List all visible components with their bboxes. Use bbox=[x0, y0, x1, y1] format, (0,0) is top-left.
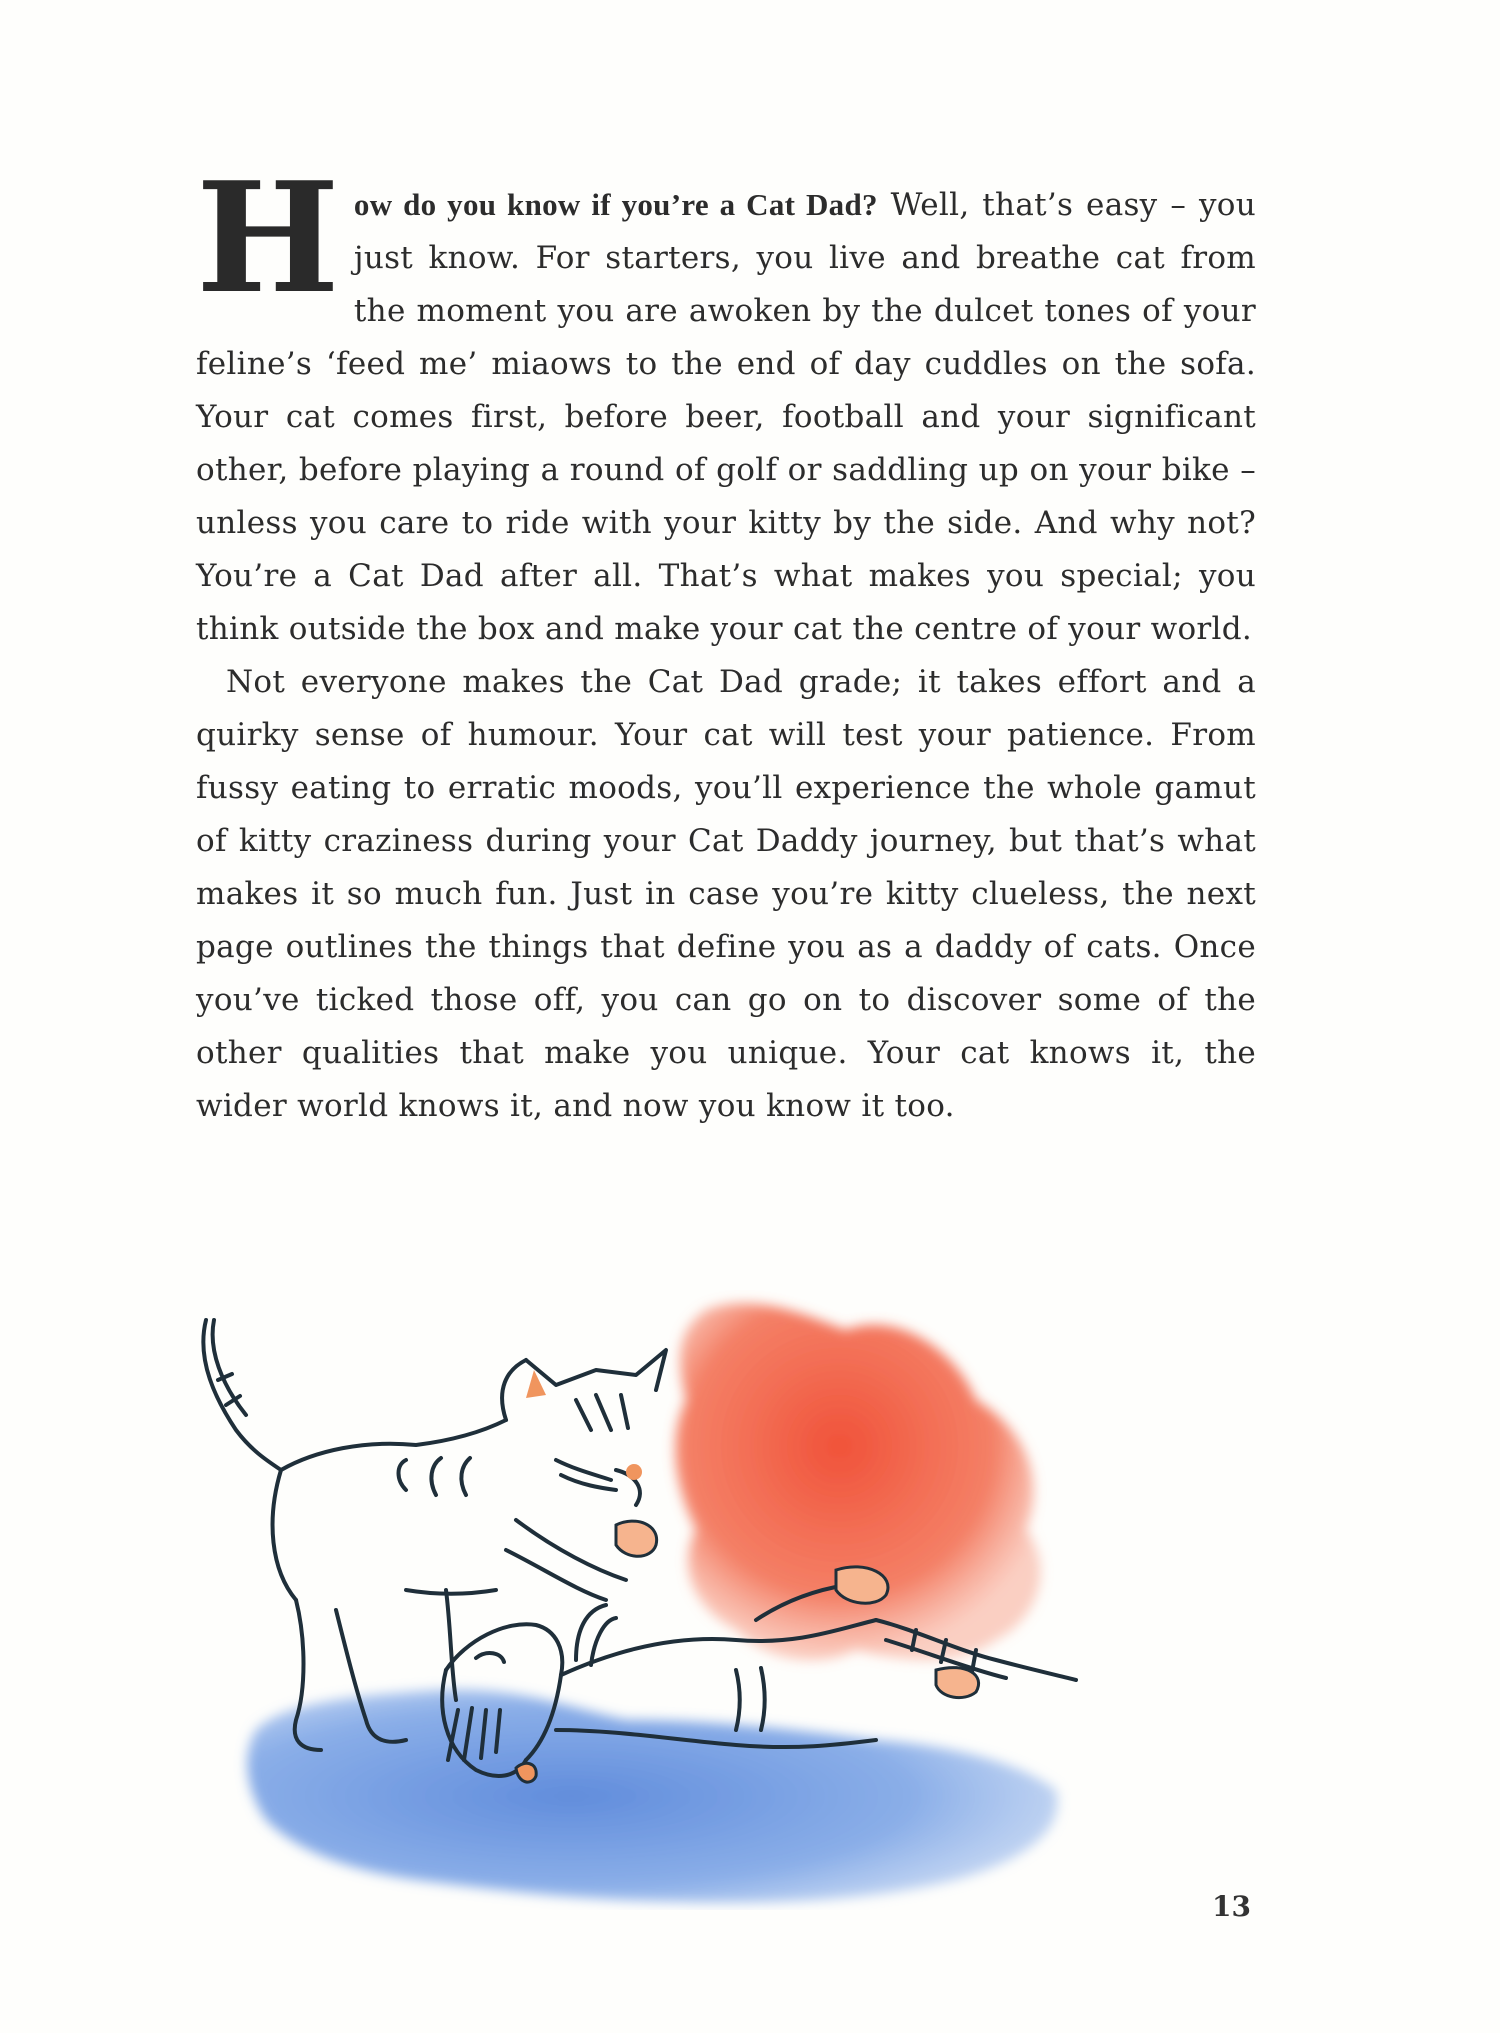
paragraph-1-text: Well, that’s easy – you just know. For starters, you live and breathe cat from the moment you are awoken by the dulcet tones of your feline’s ‘feed me’ miaows to the end of day cuddles on the sofa. Your cat comes first, before beer, football and your significant other, before playing a round of golf or saddling up on your bike – unless you care to ride with your kitty by the side. And why not? You’re a Cat Dad after all. That’s what makes you special; you think outside the box and make your cat the centre of your world. bbox=[196, 187, 1256, 647]
paragraph-1 bbox=[196, 148, 1256, 656]
lying-kitten-paw bbox=[836, 1567, 888, 1603]
page-number: 13 bbox=[1212, 1890, 1251, 1923]
lying-kitten-tongue bbox=[516, 1763, 536, 1782]
drop-cap: H bbox=[196, 148, 340, 327]
kitten-nose-accent bbox=[626, 1464, 642, 1480]
kitten-paw-accent bbox=[616, 1521, 657, 1556]
cats-watercolor-illustration bbox=[196, 1290, 1276, 1910]
blue-watercolor-puddle bbox=[247, 1689, 1057, 1902]
paragraph-2: Not everyone makes the Cat Dad grade; it takes effort and a quirky sense of humour. Your cat will test your patience. From fussy eating to erratic moods, you’ll experience the whole gamut of kitty craziness during your Cat Daddy journey, but that’s what makes it so much fun. Just in case you’re kitty clueless, the next page outlines the things that define you as a daddy of cats. Once you’ve ticked those off, you can go on to discover some of the other qualities that make you unique. Your cat knows it, the wider world knows it, and now you know it too. bbox=[196, 664, 1256, 1124]
lying-kitten-back-paw bbox=[936, 1668, 979, 1698]
standing-kitten-drawing bbox=[203, 1320, 666, 1750]
lead-question: ow do you know if you’re a Cat Dad? bbox=[353, 187, 878, 222]
body-text bbox=[196, 148, 1256, 1133]
red-watercolor-splash bbox=[675, 1303, 1040, 1660]
